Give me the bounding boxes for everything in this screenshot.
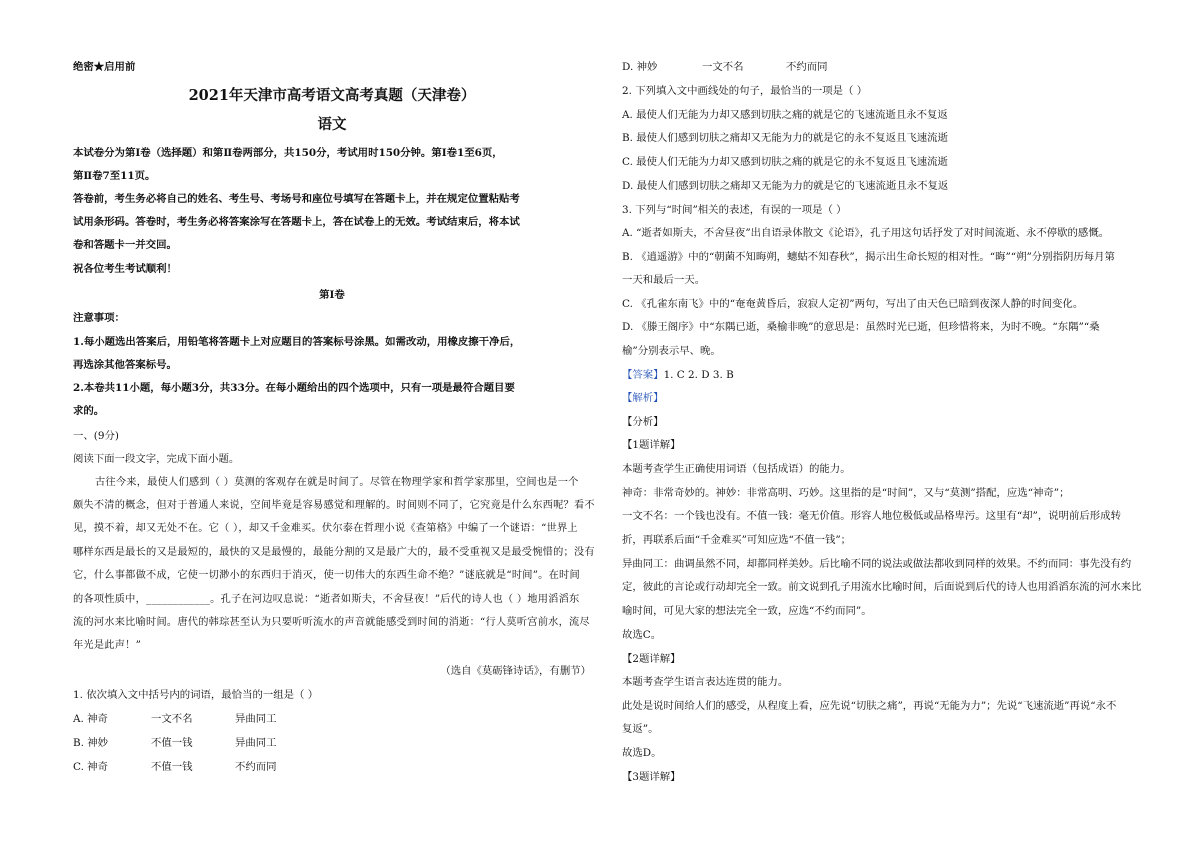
- detail-line: 异曲同工：曲调虽然不同，却都同样美妙。后比喻不同的说法或做法都收到同样的效果。不约而同：事先没有约: [622, 558, 1132, 570]
- q3-option-c: C. 《孔雀东南飞》中的“奄奄黄昏后，寂寂人定初”两句，写出了由天色已暗到夜深人静的时间变化。: [622, 298, 1084, 310]
- intro-line: 试用条形码。答卷时，考生务必将答案涂写在答题卡上，答在试卷上的无效。考试结束后，将本试: [73, 216, 520, 228]
- q3-option-b: 一天和最后一天。: [622, 274, 706, 286]
- answer-tag: 【答案】: [622, 369, 664, 381]
- detail-line: 本题考查学生语言表达连贯的能力。: [622, 676, 789, 688]
- fenxi-heading: 【分析】: [622, 416, 664, 428]
- detail-line: 复返”。: [622, 723, 659, 735]
- option-word: 不值一钱: [151, 761, 193, 773]
- q3-option-d: 榆”分别表示早、晚。: [622, 345, 721, 357]
- question-3: 3. 下列与“时间”相关的表述，有误的一项是（ ）: [622, 204, 847, 216]
- option-word: 一文不名: [702, 61, 744, 73]
- option-word: 异曲同工: [235, 737, 277, 749]
- option-word: 不约而同: [235, 761, 277, 773]
- intro-line: 第Ⅱ卷7至11页。: [73, 170, 156, 182]
- notice-heading: 注意事项：: [73, 312, 125, 324]
- detail-line: 故选C。: [622, 629, 662, 641]
- passage-source: （选自《莫砺锋诗话》，有删节）: [440, 665, 591, 677]
- detail-1-heading: 【1题详解】: [622, 439, 681, 451]
- option-label: A. 神奇: [73, 713, 108, 725]
- detail-line: 喻时间，可见大家的想法完全一致，应选“不约而同”。: [622, 605, 872, 617]
- part-heading: 第Ⅰ卷: [319, 289, 345, 301]
- passage-line: 它，什么事都做不成，它使一切渺小的东西归于消灭，使一切伟大的东西生命不绝？”谜底就是“时间”。在时间: [73, 570, 580, 581]
- passage-line: 见，摸不着，却又无处不在。它（ ），却又千金难买。伏尔泰在哲理小说《查第格》中编了一个谜语：“世界上: [73, 523, 578, 534]
- q1-option-c: [73, 760, 277, 774]
- notice-item: 再选涂其他答案标号。: [73, 359, 177, 371]
- subject-title: 语文: [317, 116, 347, 133]
- detail-2-heading: 【2题详解】: [622, 653, 681, 665]
- section-heading: 一、(9分): [73, 430, 119, 442]
- q3-option-b: B. 《逍遥游》中的“朝菌不知晦朔，蟪蛄不知春秋”，揭示出生命长短的相对性。“晦”“朔”分别指阴历每月第: [622, 251, 1115, 263]
- detail-line: 本题考查学生正确使用词语（包括成语）的能力。: [622, 463, 851, 475]
- q2-option: B. 最使人们感到切肤之痛却又无能为力的就是它的永不复返且飞速流逝: [622, 132, 948, 144]
- notice-item: 1.每小题选出答案后，用铅笔将答题卡上对应题目的答案标号涂黑。如需改动，用橡皮擦干净后，: [73, 336, 521, 348]
- passage-line: 颇失不清的概念，但对于普通人来说，空间毕竟是容易感觉和理解的。时间则不同了，它究竟是什么东西呢？看不: [73, 500, 595, 511]
- detail-line: 折，再联系后面“千金难买”可知应选“不值一钱”；: [622, 534, 852, 546]
- passage-line: 古往今来，最使人们感到（ ）莫测的客观存在就是时间了。尽管在物理学家和哲学家那里，空间也是一个: [95, 477, 579, 488]
- passage-line: 哪样东西是最长的又是最短的，最快的又是最慢的，最能分割的又是最广大的，最不受重视又是最受惋惜的；没有: [73, 547, 595, 558]
- detail-line: 故选D。: [622, 747, 662, 759]
- option-label: C. 神奇: [73, 761, 108, 773]
- passage-line: 流的河水来比喻时间。唐代的韩琮甚至认为只要听听流水的声音就能感受到时间的消逝：“行人莫听宫前水，流尽: [73, 617, 590, 628]
- q1-option-a: [73, 712, 277, 726]
- detail-line: 定，彼此的言论或行动却完全一致。前文说到孔子用流水比喻时间，后面说到后代的诗人也用滔滔东流的河水来比: [622, 581, 1142, 593]
- notice-item: 2.本卷共11小题，每小题3分，共33分。在每小题给出的四个选项中，只有一项是最符合题目要: [73, 382, 515, 394]
- analysis-tag: 【解析】: [622, 392, 664, 404]
- passage-line: 年光是此声！”: [73, 640, 142, 651]
- q3-option-a: A. “逝者如斯夫，不舍昼夜”出自语录体散文《论语》，孔子用这句话抒发了对时间流逝、永不停歇的感慨。: [622, 227, 1110, 239]
- option-word: 一文不名: [151, 713, 193, 725]
- answer-line: [622, 368, 734, 382]
- passage-line: 的各项性质中，____________。孔子在河边叹息说：“逝者如斯夫，不舍昼夜！”后代的诗人也（ ）地用滔滔东: [73, 594, 580, 605]
- option-word: 不约而同: [786, 61, 828, 73]
- intro-line: 答卷前，考生务必将自己的姓名、考生号、考场号和座位号填写在答题卡上，并在规定位置粘贴考: [73, 193, 520, 205]
- reading-instruction: 阅读下面一段文字，完成下面小题。: [73, 453, 240, 465]
- option-word: 不值一钱: [151, 737, 193, 749]
- q3-option-d: D. 《滕王阁序》中“东隅已逝，桑榆非晚”的意思是：虽然时光已逝，但珍惜将来，为时不晚。“东隅”“桑: [622, 321, 1100, 333]
- option-label: D. 神妙: [622, 61, 658, 73]
- answer-text: 1. C 2. D 3. B: [663, 369, 734, 381]
- q2-option: D. 最使人们感到切肤之痛却又无能为力的就是它的飞速流逝且永不复返: [622, 180, 949, 192]
- intro-line: 本试卷分为第Ⅰ卷（选择题）和第Ⅱ卷两部分，共150分，考试用时150分钟。第Ⅰ卷1至6页，: [73, 147, 503, 159]
- option-word: 异曲同工: [235, 713, 277, 725]
- intro-line: 卷和答题卡一并交回。: [73, 239, 177, 251]
- detail-line: 神奇：非常奇妙的。神妙：非常高明、巧妙。这里指的是“时间”，又与“莫测”搭配，应选“神奇”；: [622, 487, 1070, 499]
- q2-option: A. 最使人们无能为力却又感到切肤之痛的就是它的飞速流逝且永不复返: [622, 109, 948, 121]
- q1-option-b: [73, 736, 277, 750]
- question-1: 1. 依次填入文中括号内的词语，最恰当的一组是（ ）: [73, 689, 319, 701]
- secret-label: 绝密★启用前: [73, 61, 136, 73]
- detail-line: 一文不名：一个钱也没有。不值一钱：毫无价值。形容人地位极低或品格卑污。这里有“却”，说明前后形成转: [622, 510, 1121, 522]
- detail-line: 此处是说时间给人们的感受，从程度上看，应先说“切肤之痛”，再说“无能为力”；先说“飞速流逝”再说“永不: [622, 700, 1117, 712]
- question-2: 2. 下列填入文中画线处的句子，最恰当的一项是（ ）: [622, 85, 868, 97]
- detail-3-heading: 【3题详解】: [622, 771, 681, 783]
- option-label: B. 神妙: [73, 737, 109, 749]
- q2-option: C. 最使人们无能为力却又感到切肤之痛的就是它的永不复返且飞速流逝: [622, 156, 948, 168]
- wish-line: 祝各位考生考试顺利！: [73, 263, 177, 275]
- q1-option-d: [622, 60, 828, 74]
- notice-item: 求的。: [73, 405, 105, 417]
- exam-title: 2021年天津市高考语文高考真题（天津卷）: [188, 87, 476, 104]
